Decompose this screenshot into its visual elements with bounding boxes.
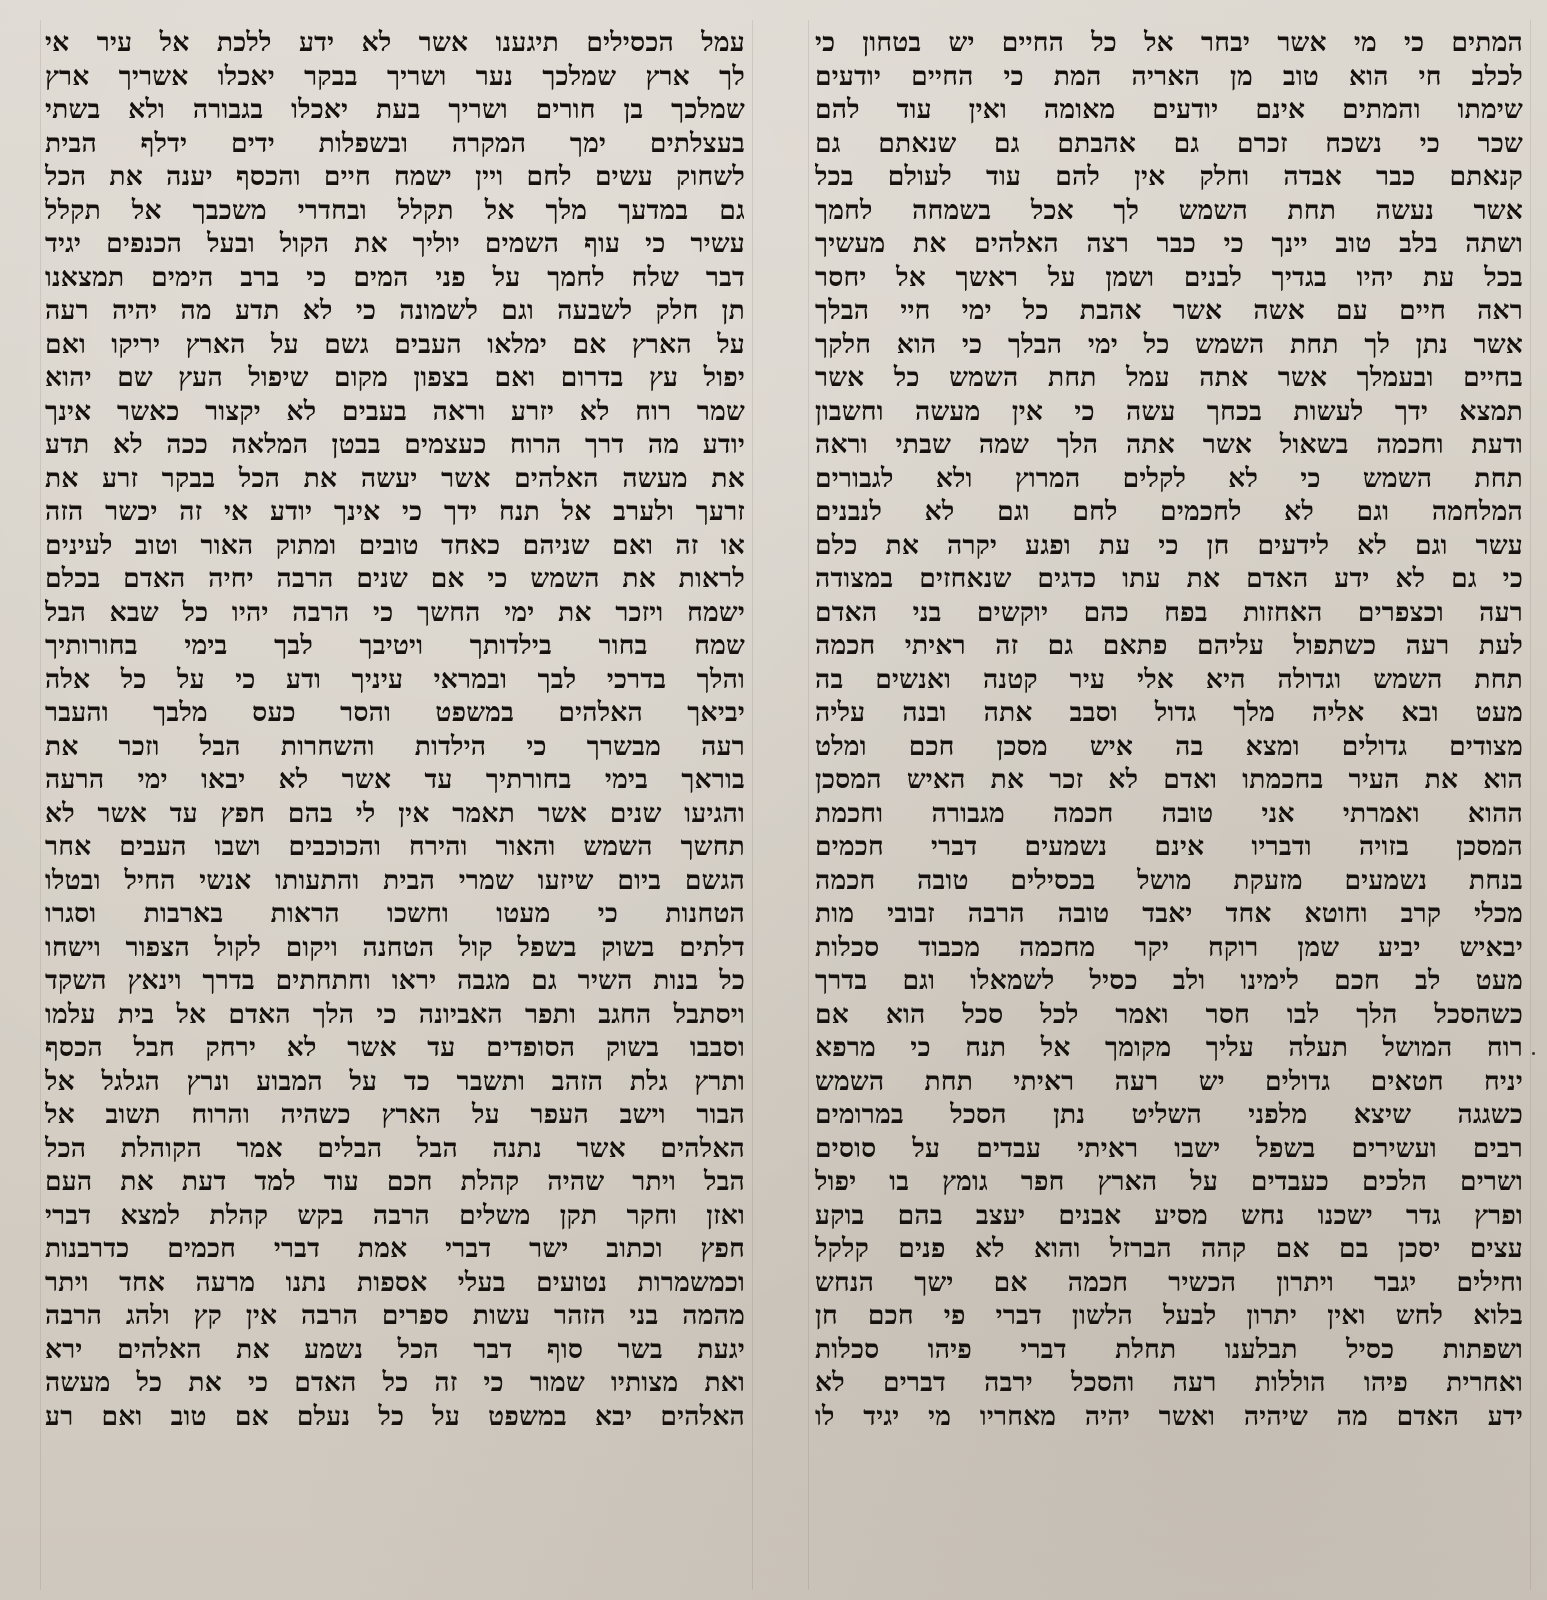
text-line: ישמח ויזכר את ימי החשך כי הרבה יהיו כל שבא הבל [45, 596, 745, 628]
column-ruling-line [1530, 20, 1531, 1590]
text-line: תמצא ידך לעשות בכחך עשה כי אין מעשה וחשבון [815, 395, 1523, 427]
left-text-column [45, 26, 745, 1433]
text-line: מעט ובא אליה מלך גדול וסבב אתה ובנה עליה [815, 697, 1523, 728]
text-line: ואחרית פיהו הוללות רעה והסכל ירבה דברים לא [815, 1367, 1523, 1398]
text-line: זרעך ולערב אל תנח ידך כי אינך יודע אי זה יכשר הזה [45, 496, 745, 527]
text-line: הבל ויתר שהיה קהלת חכם עוד למד דעת את העם [45, 1166, 745, 1197]
text-line: לכלב חי הוא טוב מן האריה המת כי החיים יודעים [815, 60, 1523, 92]
text-line: אשר נעשה תחת השמש לך אכל בשמחה לחמך [815, 194, 1523, 226]
text-line: רעה וכצפרים האחזות בפח כהם יוקשים בני האדם [815, 596, 1523, 628]
text-line: לשחוק עשים לחם ויין ישמח חיים והכסף יענה את הכל [45, 161, 745, 192]
text-line: או זה ואם שניהם כאחד טובים ומתוק האור וטוב לעינים [45, 529, 745, 561]
text-line: ואת מצותיו שמור כי זה כל האדם כי את כל מעשה [45, 1367, 745, 1398]
text-line: יניח חטאים גדולים יש רעה ראיתי תחת השמש [815, 1065, 1523, 1097]
text-line: חפץ וכתוב ישר דברי אמת דברי חכמים כדרבנות [45, 1233, 745, 1264]
text-line: יפול עץ בדרום ואם בצפון מקום שיפול העץ שם יהוא [45, 362, 745, 393]
text-line: תחת השמש וגדולה היא אלי עיר קטנה ואנשים בה [815, 663, 1523, 695]
text-line: את מעשה האלהים אשר יעשה את הכל בבקר זרע את [45, 462, 745, 494]
text-line: עשיר כי עוף השמים יוליך את הקול ובעל הכנפים יגיד [45, 228, 745, 259]
right-text-column [815, 26, 1523, 1433]
column-ruling-line [40, 20, 41, 1590]
text-line: שכר כי נשכח זכרם גם אהבתם גם שנאתם גם [815, 127, 1523, 159]
text-line: האלהים אשר נתנה הבל הבלים אמר הקוהלת הכל [45, 1132, 745, 1164]
text-line: יבאיש יביע שמן רוקח יקר מחכמה מכבוד סכלות [815, 931, 1523, 963]
text-line: קנאתם כבר אבדה וחלק אין להם עוד לעולם בכל [815, 161, 1523, 192]
text-line: דלתים בשוק בשפל קול הטחנה ויקום לקול הצפור וישחו [45, 931, 745, 963]
text-line: ושתה בלב טוב יינך כי כבר רצה האלהים את מעשיך [815, 228, 1523, 259]
text-line: תן חלק לשבעה וגם לשמונה כי לא תדע מה יהיה רעה [45, 295, 745, 326]
text-line: והלך בדרכי לבך ובמראי עיניך ודע כי על כל אלה [45, 663, 745, 695]
text-line: יביאך האלהים במשפט והסר כעס מלבך והעבר [45, 697, 745, 728]
text-line: יגעת בשר סוף דבר הכל נשמע את האלהים ירא [45, 1333, 745, 1365]
text-line: מכלי קרב וחוטא אחד יאבד טובה הרבה זבובי מות [815, 898, 1523, 929]
text-line: ואזן וחקר תקן משלים הרבה בקש קהלת למצא דברי [45, 1199, 745, 1231]
text-line: דבר שלח לחמך על פני המים כי ברב הימים תמצאנו [45, 261, 745, 293]
text-line: וחילים יגבר ויתרון הכשיר חכמה אם ישך הנחש [815, 1266, 1523, 1298]
text-line: ותרץ גלת הזהב ותשבר כד על המבוע ונרץ הגלגל אל [45, 1065, 745, 1097]
text-line: בנחת נשמעים מזעקת מושל בכסילים טובה חכמה [815, 864, 1523, 896]
text-line: המלחמה וגם לא לחכמים לחם וגם לא לנבנים [815, 496, 1523, 527]
text-line: לך ארץ שמלכך נער ושריך בבקר יאכלו אשריך ארץ [45, 60, 745, 92]
text-line: רעה מבשרך כי הילדות והשחרות הבל וזכר את [45, 730, 745, 762]
text-line: והגיעו שנים אשר תאמר אין לי בהם חפץ עד אשר לא [45, 797, 745, 829]
text-line: שימתו והמתים אינם יודעים מאומה ואין עוד להם [815, 94, 1523, 125]
text-line: בכל עת יהיו בגדיך לבנים ושמן על ראשך אל יחסר [815, 261, 1523, 293]
text-line: ויסתבל החגב ותפר האביונה כי הלך האדם אל בית עלמו [45, 998, 745, 1030]
text-line: ראה חיים עם אשה אשר אהבת כל ימי חיי הבלך [815, 295, 1523, 326]
pricking-mark [1532, 1052, 1535, 1055]
text-line: אשר נתן לך תחת השמש כל ימי הבלך כי הוא חלקך [815, 328, 1523, 360]
text-line: עמל הכסילים תיגענו אשר לא ידע ללכת אל עיר אי [45, 27, 745, 58]
text-line: תחשך השמש והאור והירח והכוכבים ושבו העבים אחר [45, 831, 745, 862]
text-line: לעת רעה כשתפול עליהם פתאם גם זה ראיתי חכמה [815, 630, 1523, 661]
text-line: תחת השמש כי לא לקלים המרוץ ולא לגבורים [815, 462, 1523, 494]
text-line: הטחנות כי מעטו וחשכו הראות בארבות וסגרו [45, 898, 745, 929]
text-line: וסבבו בשוק הסופדים עד אשר לא ירחק חבל הכסף [45, 1032, 745, 1063]
text-line: ושרים הלכים כעבדים על הארץ חפר גומץ בו יפול [815, 1166, 1523, 1197]
text-line: ופרץ גדר ישכנו נחש מסיע אבנים יעצב בהם בוקע [815, 1199, 1523, 1231]
text-line: יודע מה דרך הרוח כעצמים בבטן המלאה ככה לא תדע [45, 429, 745, 460]
text-line: שמח בחור בילדותך ויטיבך לבך בימי בחורותיך [45, 630, 745, 661]
text-line: בוראך בימי בחורתיך עד אשר לא יבאו ימי הרעה [45, 764, 745, 795]
text-line: לראות את השמש כי אם שנים הרבה יחיה האדם בכלם [45, 563, 745, 594]
text-line: המתים כי מי אשר יבחר אל כל החיים יש בטחון כי [815, 27, 1523, 58]
text-line: הוא את העיר בחכמתו ואדם לא זכר את האיש המסכן [815, 764, 1523, 795]
text-line: ודעת וחכמה בשאול אשר אתה הלך שמה שבתי וראה [815, 429, 1523, 460]
text-line: האלהים יבא במשפט על כל נעלם אם טוב ואם רע [45, 1400, 745, 1432]
column-ruling-line [752, 20, 753, 1590]
text-line: כל בנות השיר גם מגבה יראו וחתחתים בדרך וינאץ השקד [45, 965, 745, 996]
text-line: ושפתות כסיל תבלענו תחלת דברי פיהו סכלות [815, 1333, 1523, 1365]
text-line: רוח המושל תעלה עליך מקומך אל תנח כי מרפא [815, 1032, 1523, 1063]
column-ruling-line [808, 20, 809, 1590]
text-line: רבים ועשירים בשפל ישבו ראיתי עבדים על סוסים [815, 1132, 1523, 1164]
text-line: המסכן בזויה ודבריו אינם נשמעים דברי חכמים [815, 831, 1523, 862]
text-line: ידע האדם מה שיהיה ואשר יהיה מאחריו מי יגיד לו [815, 1400, 1523, 1432]
text-line: הגשם ביום שיזעו שמרי הבית והתעותו אנשי החיל ובטלו [45, 864, 745, 896]
text-line: וכמשמרות נטועים בעלי אספות נתנו מרעה אחד ויתר [45, 1266, 745, 1298]
text-line: על הארץ אם ימלאו העבים גשם על הארץ יריקו ואם [45, 328, 745, 360]
text-line: שמלכך בן חורים ושריך בעת יאכלו בגבורה ולא בשתי [45, 94, 745, 125]
text-line: מהמה בני הזהר עשות ספרים הרבה אין קץ ולהג הרבה [45, 1300, 745, 1331]
text-line: מצודים גדולים ומצא בה איש מסכן חכם ומלט [815, 730, 1523, 762]
text-line: ההוא ואמרתי אני טובה חכמה מגבורה וחכמת [815, 797, 1523, 829]
text-line: כי גם לא ידע האדם את עתו כדגים שנאחזים במצודה [815, 563, 1523, 594]
text-line: כשגגה שיצא מלפני השליט נתן הסכל במרומים [815, 1099, 1523, 1130]
text-line: עשר וגם לא לידעים חן כי עת ופגע יקרה את כלם [815, 529, 1523, 561]
text-line: מעט לב חכם לימינו ולב כסיל לשמאלו וגם בדרך [815, 965, 1523, 996]
text-line: עצים יסכן בם אם קהה הברזל והוא לא פנים קלקל [815, 1233, 1523, 1264]
text-line: בעצלתים ימך המקרה ובשפלות ידים ידלף הבית [45, 127, 745, 159]
text-line: גם במדעך מלך אל תקלל ובחדרי משכבך אל תקלל [45, 194, 745, 226]
text-line: כשהסכל הלך לבו חסר ואמר לכל סכל הוא אם [815, 998, 1523, 1030]
text-line: בלוא לחש ואין יתרון לבעל הלשון דברי פי חכם חן [815, 1300, 1523, 1331]
text-line: שמר רוח לא יזרע וראה בעבים לא יקצור כאשר אינך [45, 395, 745, 427]
text-line: הבור וישב העפר על הארץ כשהיה והרוח תשוב אל [45, 1099, 745, 1130]
text-line: בחיים ובעמלך אשר אתה עמל תחת השמש כל אשר [815, 362, 1523, 393]
